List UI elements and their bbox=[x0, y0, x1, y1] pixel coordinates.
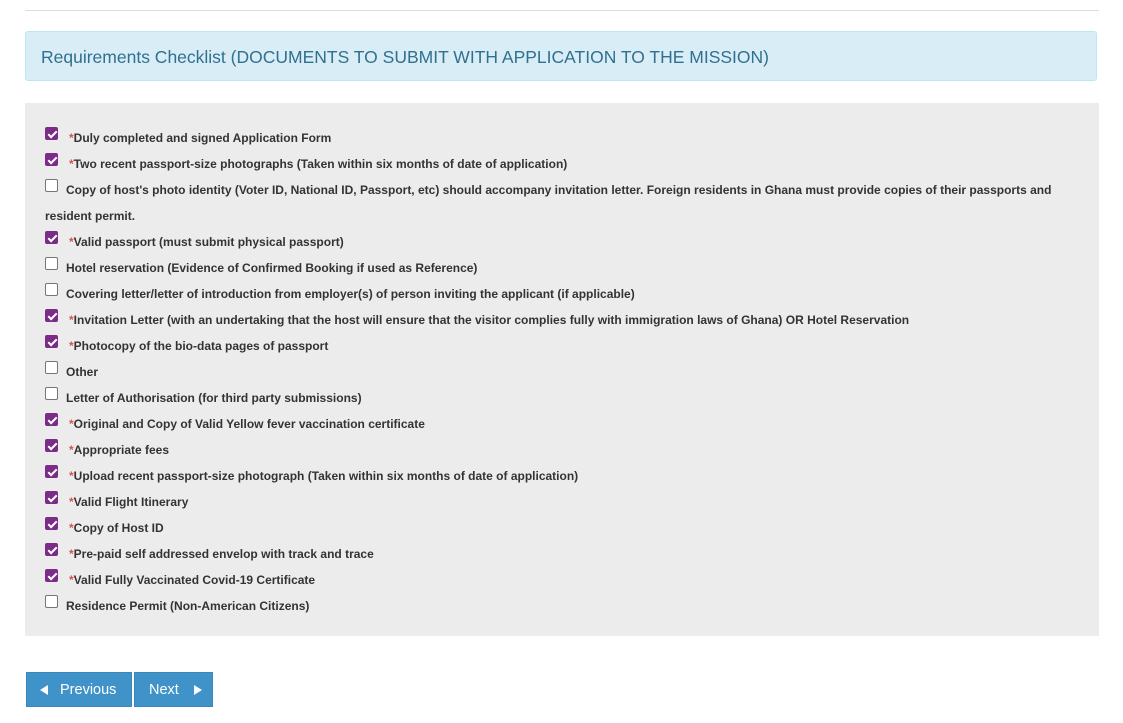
required-asterisk: * bbox=[69, 547, 74, 561]
required-asterisk: * bbox=[69, 521, 74, 535]
checklist-item-label: Duly completed and signed Application Form bbox=[73, 131, 332, 145]
checkbox-unchecked[interactable] bbox=[45, 179, 58, 192]
checklist-item-label: Copy of Host ID bbox=[73, 521, 164, 535]
required-asterisk: * bbox=[69, 573, 74, 587]
checklist-item-label: Upload recent passport-size photograph (Taken within six months of date of application) bbox=[73, 469, 579, 483]
checklist-item bbox=[45, 489, 1079, 515]
checklist-item bbox=[45, 359, 1079, 385]
checklist-item bbox=[45, 151, 1079, 177]
checkbox-checked[interactable] bbox=[45, 465, 58, 478]
checkbox-unchecked[interactable] bbox=[45, 595, 58, 608]
checklist-item bbox=[45, 515, 1079, 541]
checklist-item-label: Original and Copy of Valid Yellow fever vaccination certificate bbox=[73, 417, 425, 431]
requirements-title: Requirements Checklist (DOCUMENTS TO SUBMIT WITH APPLICATION TO THE MISSION) bbox=[41, 47, 770, 67]
checklist-item bbox=[45, 177, 1079, 229]
checkbox-checked[interactable] bbox=[45, 517, 58, 530]
checklist-item bbox=[45, 281, 1079, 307]
requirements-panel-heading bbox=[25, 31, 1097, 81]
checklist-item-label: Pre-paid self addressed envelop with track and trace bbox=[73, 547, 374, 561]
next-button[interactable] bbox=[134, 672, 213, 707]
required-asterisk: * bbox=[69, 495, 74, 509]
checkbox-checked[interactable] bbox=[45, 569, 58, 582]
checklist-item bbox=[45, 307, 1079, 333]
checklist-item-label: Photocopy of the bio-data pages of passport bbox=[73, 339, 329, 353]
checklist-item-label: Covering letter/letter of introduction from employer(s) of person inviting the applicant (if applicable) bbox=[66, 287, 635, 301]
checkbox-checked[interactable] bbox=[45, 127, 58, 140]
checkbox-unchecked[interactable] bbox=[45, 257, 58, 270]
checklist-item-label: Letter of Authorisation (for third party submissions) bbox=[66, 391, 362, 405]
checklist-item bbox=[45, 567, 1079, 593]
checklist-item bbox=[45, 229, 1079, 255]
checklist-item bbox=[45, 255, 1079, 281]
required-asterisk: * bbox=[69, 157, 74, 171]
checklist-item-label: Valid passport (must submit physical passport) bbox=[73, 235, 344, 249]
checkbox-checked[interactable] bbox=[45, 439, 58, 452]
checklist-item-label: Copy of host's photo identity (Voter ID, National ID, Passport, etc) should accompany invitation letter. Foreign residents in Ghana must provide copies of their passports and resident permit. bbox=[45, 183, 1052, 223]
checklist-item-label: Valid Flight Itinerary bbox=[73, 495, 189, 509]
checkbox-unchecked[interactable] bbox=[45, 361, 58, 374]
required-asterisk: * bbox=[69, 131, 74, 145]
previous-button[interactable] bbox=[26, 672, 132, 707]
required-asterisk: * bbox=[69, 313, 74, 327]
top-divider bbox=[25, 10, 1099, 11]
checklist-item-label: Other bbox=[66, 365, 99, 379]
checklist-item bbox=[45, 463, 1079, 489]
checklist-item-label: Valid Fully Vaccinated Covid-19 Certificate bbox=[73, 573, 316, 587]
checkbox-checked[interactable] bbox=[45, 153, 58, 166]
wizard-navigation bbox=[26, 672, 213, 707]
checkbox-checked[interactable] bbox=[45, 309, 58, 322]
caret-left-icon bbox=[40, 685, 48, 695]
checklist-item bbox=[45, 333, 1079, 359]
required-asterisk: * bbox=[69, 417, 74, 431]
checkbox-checked[interactable] bbox=[45, 543, 58, 556]
checklist-item bbox=[45, 437, 1079, 463]
checklist-item-label: Hotel reservation (Evidence of Confirmed Booking if used as Reference) bbox=[66, 261, 478, 275]
checkbox-checked[interactable] bbox=[45, 413, 58, 426]
previous-button-label: Previous bbox=[60, 681, 117, 698]
requirements-checklist bbox=[25, 103, 1099, 636]
checklist-item-label: Invitation Letter (with an undertaking that the host will ensure that the visitor complies fully with immigration laws of Ghana) OR Hotel Reservation bbox=[73, 313, 910, 327]
required-asterisk: * bbox=[69, 469, 74, 483]
required-asterisk: * bbox=[69, 339, 74, 353]
checklist-item bbox=[45, 411, 1079, 437]
next-button-label: Next bbox=[149, 681, 179, 698]
checklist-item bbox=[45, 125, 1079, 151]
required-asterisk: * bbox=[69, 235, 74, 249]
caret-right-icon bbox=[194, 685, 202, 695]
checkbox-unchecked[interactable] bbox=[45, 283, 58, 296]
checklist-item bbox=[45, 593, 1079, 619]
checkbox-checked[interactable] bbox=[45, 231, 58, 244]
checkbox-unchecked[interactable] bbox=[45, 387, 58, 400]
checklist-item-label: Two recent passport-size photographs (Taken within six months of date of application) bbox=[73, 157, 568, 171]
checkbox-checked[interactable] bbox=[45, 491, 58, 504]
checklist-item bbox=[45, 541, 1079, 567]
checklist-item-label: Appropriate fees bbox=[73, 443, 170, 457]
required-asterisk: * bbox=[69, 443, 74, 457]
checklist-item bbox=[45, 385, 1079, 411]
checklist-item-label: Residence Permit (Non-American Citizens) bbox=[66, 599, 310, 613]
checkbox-checked[interactable] bbox=[45, 335, 58, 348]
